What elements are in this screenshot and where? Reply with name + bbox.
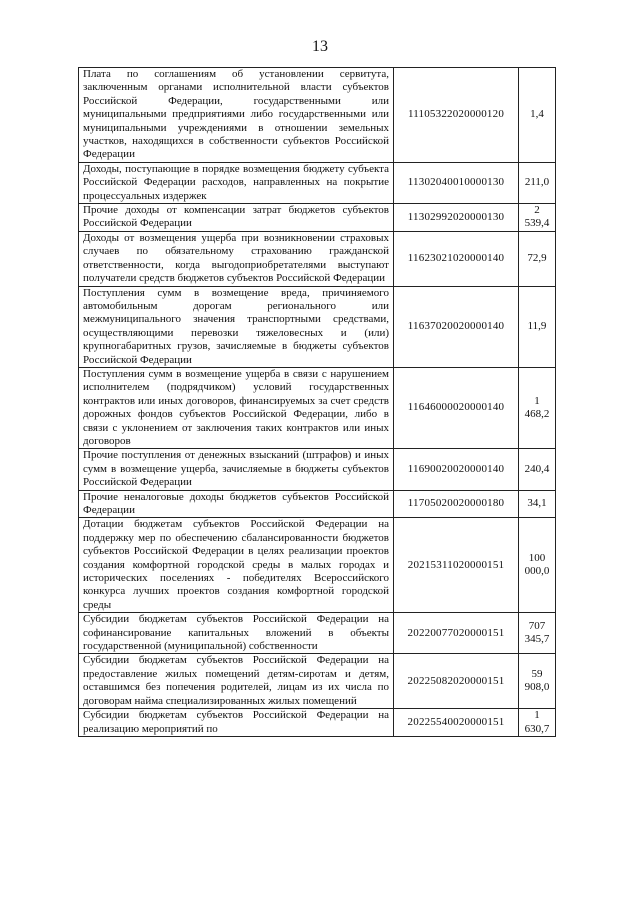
page-number: 13 (312, 38, 328, 55)
budget-classification-code: 11705020020000180 (394, 490, 519, 518)
revenue-amount: 72,9 (519, 231, 556, 286)
revenue-amount: 34,1 (519, 490, 556, 518)
table-row (79, 709, 556, 737)
revenue-amount: 11,9 (519, 286, 556, 367)
revenue-description: Субсидии бюджетам субъектов Российской Федерации на софинансирование капитальных вложений в объекты государственной (муниципальной) собственности (79, 613, 394, 654)
revenue-amount: 59 908,0 (519, 654, 556, 709)
revenue-description: Поступления сумм в возмещение вреда, причиняемого автомобильным дорогам регионального или межмуниципального значения транспортными средствами, осуществляющими перевозки тяжеловесных и (или) крупногабаритных грузов, зачисляемые в бюджеты субъектов Российской Федерации (79, 286, 394, 367)
budget-classification-code: 20225082020000151 (394, 654, 519, 709)
revenue-description: Прочие неналоговые доходы бюджетов субъектов Российской Федерации (79, 490, 394, 518)
revenue-amount: 1,4 (519, 68, 556, 163)
budget-classification-code: 11646000020000140 (394, 367, 519, 448)
budget-classification-code: 20215311020000151 (394, 518, 519, 613)
budget-classification-code: 11637020020000140 (394, 286, 519, 367)
revenue-description: Субсидии бюджетам субъектов Российской Федерации на предоставление жилых помещений детям-сиротам и детям, оставшимся без попечения родителей, лицам из их числа по договорам найма специализированных жилых помещений (79, 654, 394, 709)
budget-classification-code: 11302040010000130 (394, 162, 519, 203)
table-row (79, 367, 556, 448)
budget-classification-code: 11623021020000140 (394, 231, 519, 286)
table-row (79, 449, 556, 490)
table-row (79, 518, 556, 613)
table-row (79, 231, 556, 286)
revenue-description: Прочие доходы от компенсации затрат бюджетов субъектов Российской Федерации (79, 204, 394, 232)
table-row (79, 204, 556, 232)
revenue-description: Доходы, поступающие в порядке возмещения бюджету субъекта Российской Федерации расходов, направленных на покрытие процессуальных издержек (79, 162, 394, 203)
table-row (79, 490, 556, 518)
budget-classification-code: 20220077020000151 (394, 613, 519, 654)
revenue-description: Доходы от возмещения ущерба при возникновении страховых случаев по обязательному страхованию гражданской ответственности, когда выгодоприобретателями выступают получатели средств бюджетов субъектов Российской Федерации (79, 231, 394, 286)
revenue-description: Субсидии бюджетам субъектов Российской Федерации на реализацию мероприятий по (79, 709, 394, 737)
table-row (79, 162, 556, 203)
revenue-description: Прочие поступления от денежных взысканий (штрафов) и иных сумм в возмещение ущерба, зачисляемые в бюджеты субъектов Российской Федерации (79, 449, 394, 490)
revenue-description: Плата по соглашениям об установлении сервитута, заключенным органами исполнительной власти субъектов Российской Федерации, государственными или муниципальными предприятиями либо государственными или муниципальными учреждениями в отношении земельных участков, находящихся в собственности субъектов Российской Федерации (79, 68, 394, 163)
table-row (79, 286, 556, 367)
revenue-description: Поступления сумм в возмещение ущерба в связи с нарушением исполнителем (подрядчиком) условий государственных контрактов или иных договоров, финансируемых за счет средств дорожных фондов субъектов Российской Федерации, либо в связи с уклонением от заключения таких контрактов или иных договоров (79, 367, 394, 448)
revenue-amount: 1 468,2 (519, 367, 556, 448)
table-row (79, 68, 556, 163)
budget-classification-code: 11690020020000140 (394, 449, 519, 490)
revenue-amount: 1 630,7 (519, 709, 556, 737)
table-row (79, 654, 556, 709)
revenue-amount: 211,0 (519, 162, 556, 203)
budget-classification-code: 11302992020000130 (394, 204, 519, 232)
table-viewport (0, 67, 640, 830)
revenue-amount: 707 345,7 (519, 613, 556, 654)
table-row (79, 613, 556, 654)
budget-classification-code: 20225540020000151 (394, 709, 519, 737)
budget-classification-code: 11105322020000120 (394, 68, 519, 163)
revenue-description: Дотации бюджетам субъектов Российской Федерации на поддержку мер по обеспечению сбалансированности бюджетов субъектов Российской Федерации в целях реализации проектов создания комфортной городской среды в малых городах и исторических поселениях - победителях Всероссийского конкурса лучших проектов создания комфортной городской среды (79, 518, 394, 613)
revenue-amount: 100 000,0 (519, 518, 556, 613)
revenue-amount: 2 539,4 (519, 204, 556, 232)
revenue-table (78, 67, 556, 737)
revenue-amount: 240,4 (519, 449, 556, 490)
